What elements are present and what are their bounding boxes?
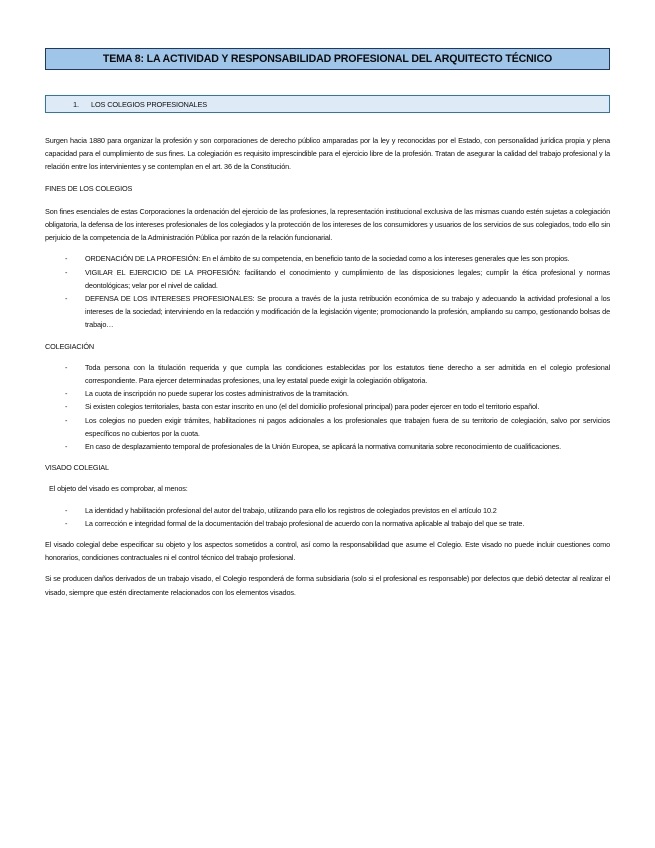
list-item: - La identidad y habilitación profesional del autor del trabajo, utilizando para ello los registros de colegiados previstos en el artículo 10.2	[45, 504, 610, 517]
colegiacion-list	[45, 361, 610, 453]
dash-bullet: -	[65, 402, 68, 412]
list-item: - En caso de desplazamiento temporal de profesionales de la Unión Europea, se aplicará la normativa comunitaria sobre reconocimiento de cualificaciones.	[45, 440, 610, 453]
colegiacion-heading: COLEGIACIÓN	[45, 341, 95, 351]
document-title-text: TEMA 8: LA ACTIVIDAD Y RESPONSABILIDAD PROFESIONAL DEL ARQUITECTO TÉCNICO	[102, 53, 553, 65]
dash-bullet: -	[65, 415, 68, 425]
list-item: - ORDENACIÓN DE LA PROFESIÓN: En el ámbito de su competencia, en beneficio tanto de la sociedad como a los intereses generales que les son propios.	[45, 252, 610, 265]
dash-bullet: -	[65, 389, 68, 399]
list-item: - La cuota de inscripción no puede superar los costes administrativos de la tramitación.	[45, 387, 610, 400]
document-title	[45, 48, 610, 70]
dash-bullet: -	[65, 294, 68, 304]
section-heading	[45, 95, 610, 113]
dash-bullet: -	[65, 254, 68, 264]
list-item: - Si existen colegios territoriales, basta con estar inscrito en uno (el del domicilio profesional principal) para poder ejercer en todo el territorio español.	[45, 400, 610, 413]
section-label: LOS COLEGIOS PROFESIONALES	[91, 99, 208, 109]
visado-paragraph-2: Si se producen daños derivados de un trabajo visado, el Colegio responderá de forma subsidiaria (solo si el profesional es responsable) por defectos que debió detectar al realizar el visado, siempre que estén directamente relacionados con los elementos visados.	[45, 574, 610, 597]
document-body	[45, 134, 610, 599]
list-item: - Toda persona con la titulación requerida y que cumpla las condiciones establecidas por los estatutos tiene derecho a ser admitida en el colegio profesional correspondiente. Para ejercer determinadas profesiones, una ley estatal puede exigir la colegiación obligatoria.	[65, 362, 610, 386]
intro-paragraph: Surgen hacia 1880 para organizar la profesión y son corporaciones de derecho público amparadas por la ley y reconocidas por el Estado, con personalidad jurídica propia y plena capacidad para el cumplimiento de sus fines. La colegiación es requisito imprescindible para el ejercicio libre de la profesión. Tratan de asegurar la calidad del trabajo profesional y la relación entre los intervinientes y se contemplan en el art. 36 de la Constitución.	[45, 136, 610, 172]
dash-bullet: -	[65, 267, 68, 277]
list-item: - Los colegios no pueden exigir trámites, habilitaciones ni pagos adicionales a los profesionales que trabajen fuera de su territorio de colegiación, salvo por servicios específicos no cubiertos por la cuota.	[65, 415, 610, 438]
list-item: - La corrección e integridad formal de la documentación del trabajo profesional de acuerdo con la normativa aplicable al trabajo del que se trate.	[45, 517, 610, 530]
list-item: - DEFENSA DE LOS INTERESES PROFESIONALES: Se procura a través de la justa retribución económica de su trabajo y adecuando la actividad profesional a los intereses de la sociedad; interviniendo en la redacción y modificación de la legislación vigente; promocionando la profesión, ampliando su campo, gestionando bolsas de trabajo…	[65, 294, 610, 330]
fines-paragraph: Son fines esenciales de estas Corporaciones la ordenación del ejercicio de las profesiones, la representación institucional exclusiva de las mismas cuando estén sujetas a colegiación obligatoria, la defensa de los intereses profesionales de los colegiados y la protección de los intereses de los consumidores y usuarios de los servicios de sus colegiados, todo ello sin perjuicio de la competencia de la Administración Pública por razón de la relación funcionarial.	[45, 206, 610, 243]
section-number: 1.	[73, 99, 79, 109]
dash-bullet: -	[65, 442, 68, 452]
dash-bullet: -	[65, 362, 68, 372]
fines-heading: FINES DE LOS COLEGIOS	[45, 183, 133, 193]
visado-heading: VISADO COLEGIAL	[45, 463, 109, 473]
dash-bullet: -	[65, 505, 68, 515]
fines-list	[45, 252, 610, 331]
visado-list	[45, 504, 610, 530]
visado-lead: El objeto del visado es comprobar, al menos:	[49, 484, 188, 494]
list-item: - VIGILAR EL EJERCICIO DE LA PROFESIÓN: facilitando el conocimiento y cumplimiento de las disposiciones legales; cumplir la ética profesional y normas deontológicas; velar por el nivel de calidad.	[65, 267, 610, 290]
visado-paragraph-1: El visado colegial debe especificar su objeto y los aspectos sometidos a control, así como la responsabilidad que asume el Colegio. Este visado no puede incluir cuestiones como honorarios, condiciones contractuales ni el control técnico del trabajo profesional.	[45, 540, 610, 563]
dash-bullet: -	[65, 518, 68, 528]
